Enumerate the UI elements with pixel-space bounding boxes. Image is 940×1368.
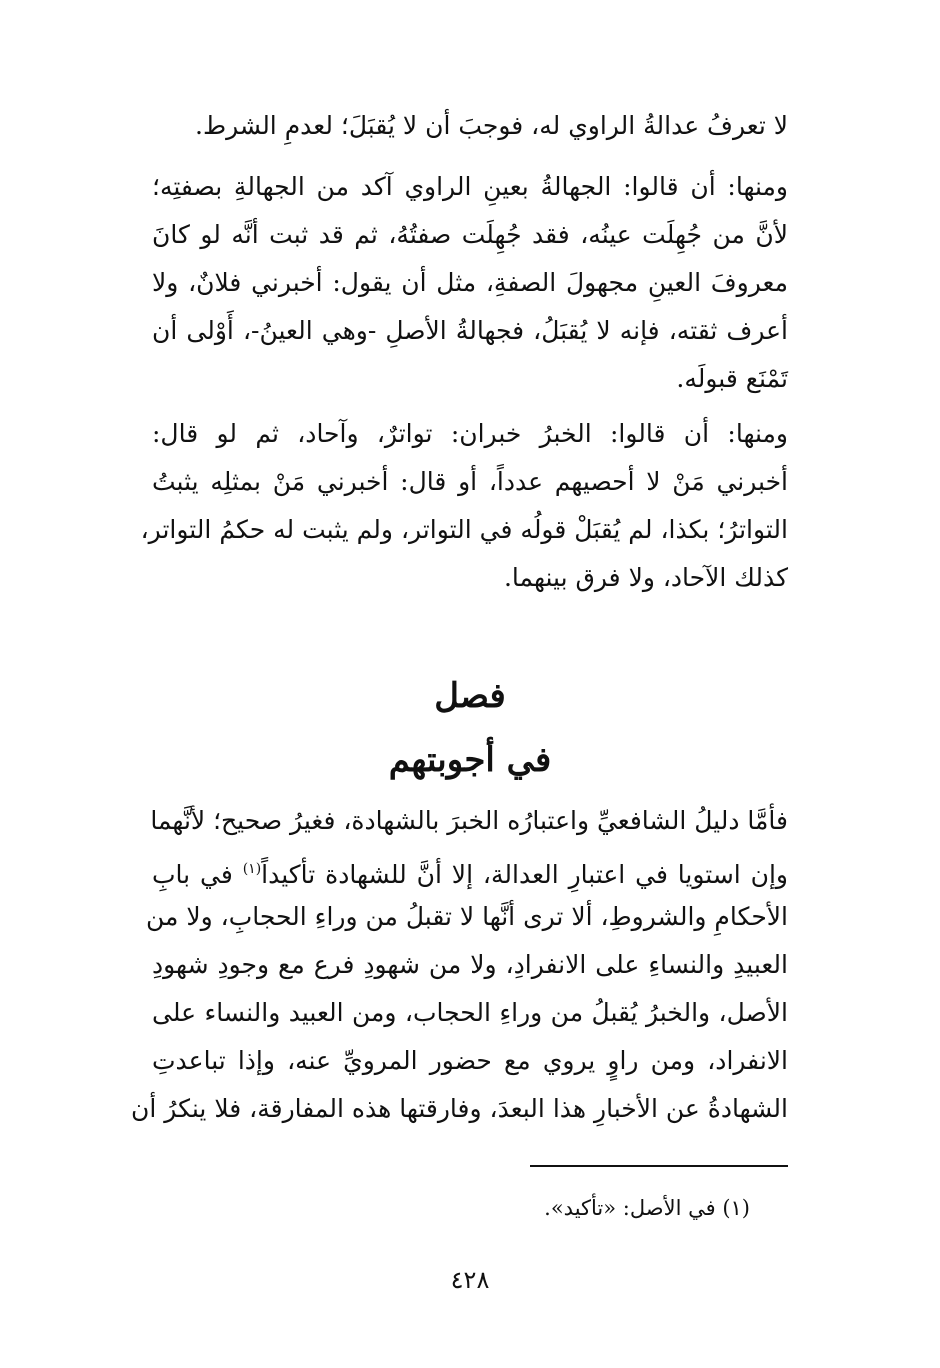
footnote-separator (530, 1165, 788, 1167)
text-line: لأنَّ من جُهِلَت عينُه، فقد جُهِلَت صفتُهُ، ثم قد ثبت أنَّه لو كانَ (152, 220, 788, 249)
text-line: أعرف ثقته، فإنه لا يُقبَلُ، فجهالةُ الأصلِ -وهي العينُ-، أَوْلى أن (152, 316, 788, 345)
text-fragment: وإن استويا في اعتبارِ العدالة، إلا أنَّ للشهادة تأكيداً (261, 860, 788, 889)
text-line: الشهادةُ عن الأخبارِ هذا البعدَ، وفارقتها هذه المفارقة، فلا ينكرُ أن (131, 1094, 788, 1123)
text-line: الانفراد، ومن راوٍ يروي مع حضور المرويِّ عنه، وإذا تباعدتِ (152, 1046, 788, 1075)
section-subtitle: في أجوبتهم (388, 740, 552, 780)
footnote-marker: (١) (242, 861, 262, 877)
text-line: ومنها: أن قالوا: الخبرُ خبران: تواترٌ، وآحاد، ثم لو قال: (152, 419, 788, 448)
text-line: التواترُ؛ بكذا، لم يُقبَلْ قولُه في التواتر، ولم يثبت له حكمُ التواتر، (140, 515, 788, 544)
text-line: الأصل، والخبرُ يُقبلُ من وراءِ الحجاب، ومن العبيد والنساء على (152, 998, 788, 1027)
text-line: أخبرني مَنْ لا أحصيهم عدداً، أو قال: أخبرني مَنْ بمثلِه يثبتُ (152, 467, 788, 496)
text-line: فأمَّا دليلُ الشافعيِّ واعتبارُه الخبرَ بالشهادة، فغيرُ صحيح؛ لأنَّهما (150, 806, 788, 835)
page-number: ٤٢٨ (450, 1266, 490, 1294)
text-line: كذلك الآحاد، ولا فرق بينهما. (503, 563, 788, 592)
text-line: لا تعرفُ عدالةُ الراوي له، فوجبَ أن لا يُقبَلَ؛ لعدمِ الشرط. (195, 111, 788, 140)
section-title: فصل (434, 676, 506, 716)
text-line: العبيدِ والنساءِ على الانفرادِ، ولا من شهودِ فرع مع وجودِ شهودِ (152, 950, 788, 979)
footnote: (١) في الأصل: «تأكيد». (544, 1196, 750, 1220)
text-line: تَمْنَع قبولَه. (676, 364, 788, 393)
text-line: معروفَ العينِ مجهولَ الصفةِ، مثل أن يقول: أخبرني فلانٌ، ولا (152, 268, 788, 297)
text-line: ومنها: أن قالوا: الجهالةُ بعينِ الراوي آكد من الجهالةِ بصفتِه؛ (152, 172, 788, 201)
text-line: الأحكامِ والشروطِ، ألا ترى أنَّها لا تقبلُ من وراءِ الحجابِ، ولا من (146, 902, 788, 931)
text-fragment: في بابِ (152, 860, 233, 889)
text-line-with-footnote (152, 845, 788, 893)
